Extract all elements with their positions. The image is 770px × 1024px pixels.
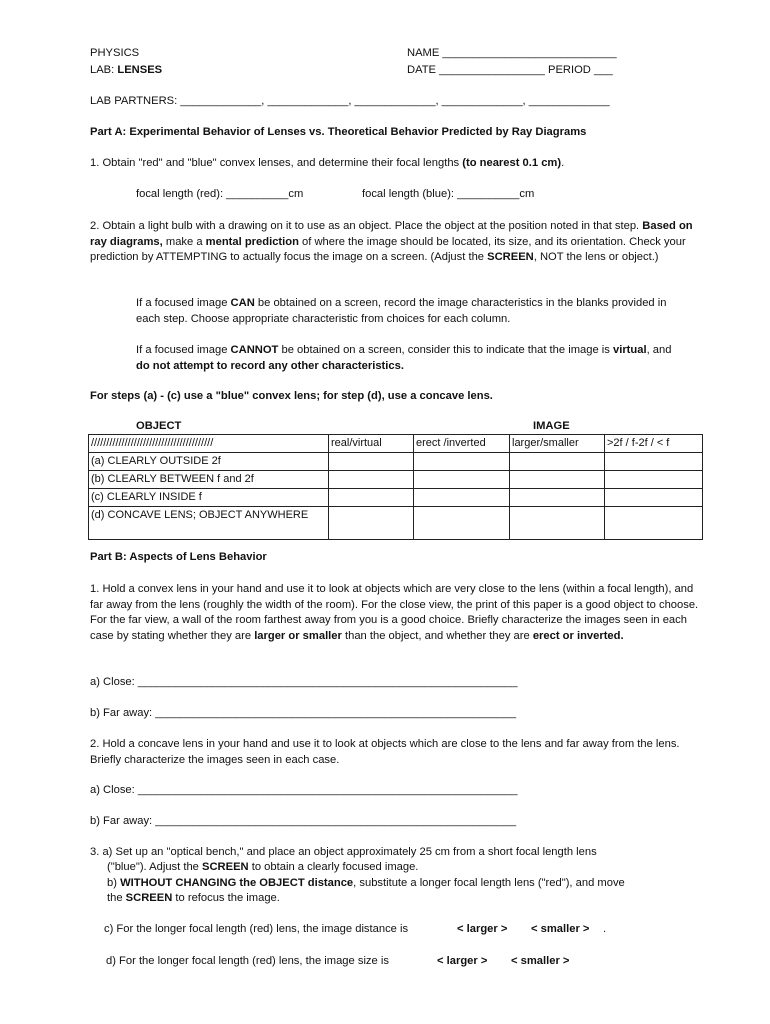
table-slashes-cell: //////////////////////////////////////// (89, 435, 329, 453)
answer-cell[interactable] (605, 471, 703, 489)
lab-title (90, 64, 162, 76)
column-header-position: >2f / f-2f / < f (605, 435, 703, 453)
lab-prefix: LAB: (90, 64, 118, 76)
part-b-question-3d: d) For the longer focal length (red) lens, the image size is (106, 955, 389, 967)
name-field[interactable]: NAME ____________________________ (407, 47, 617, 59)
table-row (89, 507, 703, 540)
part-b-question-2: 2. Hold a concave lens in your hand and use it to look at objects which are close to the lens and far away from the lens. Briefly characterize the images seen in each case. (90, 738, 680, 766)
answer-cell[interactable] (510, 489, 605, 507)
table-row (89, 489, 703, 507)
column-header-larger-smaller: larger/smaller (510, 435, 605, 453)
far-view-answer-1[interactable]: b) Far away: __________________________________________________________ (90, 707, 517, 719)
period-mark: . (603, 923, 607, 935)
close-view-answer-2[interactable]: a) Close: _____________________________________________________________ (90, 784, 518, 796)
answer-cell[interactable] (414, 507, 510, 540)
part-b-question-3b: b) WITHOUT CHANGING the OBJECT distance, substitute a longer focal length lens ("red"), and move (107, 877, 625, 889)
answer-cell[interactable] (510, 507, 605, 540)
row-label: (d) CONCAVE LENS; OBJECT ANYWHERE (89, 507, 329, 540)
image-distance-larger-option[interactable]: < larger > (457, 923, 508, 935)
image-column-header: IMAGE (533, 420, 570, 432)
column-header-erect-inverted: erect /inverted (414, 435, 510, 453)
object-column-header: OBJECT (136, 420, 182, 432)
part-b-question-3c: c) For the longer focal length (red) lens, the image distance is (104, 923, 409, 935)
close-view-answer-1[interactable]: a) Close: _____________________________________________________________ (90, 676, 518, 688)
part-b-question-1: 1. Hold a convex lens in your hand and use it to look at objects which are very close to the lens (within a focal length), and far away from the lens (roughly the width of the room). For the close view, the print of this paper is a good object to choose. For the far view, a wall of the room farthest away from you is a good choice. Briefly characterize the images seen in each case by stating whether they are larger or smaller than the object, and whether they are erect or inverted. (90, 583, 699, 642)
answer-cell[interactable] (605, 507, 703, 540)
part-b-question-3a-cont: ("blue"). Adjust the SCREEN to obtain a clearly focused image. (107, 861, 419, 873)
answer-cell[interactable] (414, 489, 510, 507)
far-view-answer-2[interactable]: b) Far away: __________________________________________________________ (90, 815, 517, 827)
part-b-title: Part B: Aspects of Lens Behavior (90, 551, 267, 563)
answer-cell[interactable] (329, 471, 414, 489)
part-b-question-3a: 3. a) Set up an "optical bench," and place an object approximately 25 cm from a short focal length lens (90, 846, 597, 858)
row-label: (b) CLEARLY BETWEEN f and 2f (89, 471, 329, 489)
can-focus-instruction: If a focused image CAN be obtained on a screen, record the image characteristics in the blanks provided in each step. Choose appropriate characteristic from choices for each column. (136, 297, 667, 325)
column-header-real-virtual: real/virtual (329, 435, 414, 453)
steps-note: For steps (a) - (c) use a "blue" convex lens; for step (d), use a concave lens. (90, 390, 493, 402)
answer-cell[interactable] (329, 507, 414, 540)
cannot-focus-instruction: If a focused image CANNOT be obtained on a screen, consider this to indicate that the image is virtual, and do not attempt to record any other characteristics. (136, 344, 672, 372)
table-header-row (89, 435, 703, 453)
answer-cell[interactable] (510, 471, 605, 489)
focal-length-red-field[interactable]: focal length (red): __________cm (136, 188, 304, 200)
image-size-larger-option[interactable]: < larger > (437, 955, 488, 967)
date-period-field[interactable]: DATE _________________ PERIOD ___ (407, 64, 613, 76)
observation-table (88, 434, 703, 540)
row-label: (c) CLEARLY INSIDE f (89, 489, 329, 507)
answer-cell[interactable] (510, 453, 605, 471)
part-a-title: Part A: Experimental Behavior of Lenses vs. Theoretical Behavior Predicted by Ray Diagrams (90, 126, 587, 138)
row-label: (a) CLEARLY OUTSIDE 2f (89, 453, 329, 471)
course-label: PHYSICS (90, 47, 140, 59)
table-row (89, 471, 703, 489)
answer-cell[interactable] (329, 453, 414, 471)
table-row (89, 453, 703, 471)
answer-cell[interactable] (414, 471, 510, 489)
part-a-question-2: 2. Obtain a light bulb with a drawing on it to use as an object. Place the object at the position noted in that step. Based on ray diagrams, make a mental prediction of where the image should be located, its size, and its orientation. Check your prediction by ATTEMPTING to actually focus the image on a screen. (Adjust the SCREEN, NOT the lens or object.) (90, 220, 693, 263)
answer-cell[interactable] (605, 453, 703, 471)
lab-name: LENSES (117, 64, 163, 76)
part-a-question-1: 1. Obtain "red" and "blue" convex lenses, and determine their focal lengths (to nearest 0.1 cm). (90, 157, 565, 169)
image-size-smaller-option[interactable]: < smaller > (511, 955, 570, 967)
answer-cell[interactable] (329, 489, 414, 507)
answer-cell[interactable] (414, 453, 510, 471)
image-distance-smaller-option[interactable]: < smaller > (531, 923, 590, 935)
lab-partners-field[interactable]: LAB PARTNERS: _____________, _____________, _____________, _____________, _____________ (90, 95, 610, 107)
part-b-question-3b-cont: the SCREEN to refocus the image. (107, 892, 280, 904)
answer-cell[interactable] (605, 489, 703, 507)
focal-length-blue-field[interactable]: focal length (blue): __________cm (362, 188, 535, 200)
